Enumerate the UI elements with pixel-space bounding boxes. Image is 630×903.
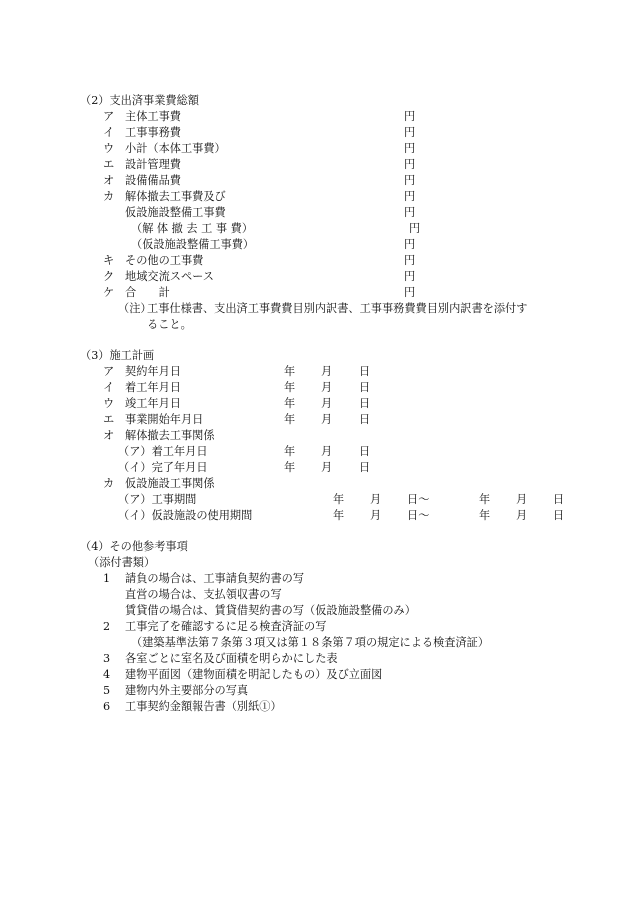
s3-day: 日 [359,461,371,474]
s3-day-from: 日～ [407,509,430,522]
s2-unit: 円 [409,222,421,235]
s3-label-temporary-group: 仮設施設工事関係 [125,477,215,490]
s2-mark-ka: カ [103,190,115,203]
s3-month: 月 [321,365,333,378]
s3-label-completion-date: 竣工年月日 [125,397,181,410]
s2-label-other-construction: その他の工事費 [125,254,204,267]
s3-day: 日 [359,397,371,410]
s4-item-text: （建築基準法第７条第３項又は第１８条第７項の規定による検査済証） [131,636,490,649]
s3-month: 月 [321,445,333,458]
s4-item-number: 5 [103,684,111,697]
s2-label-total: 合 計 [125,286,170,299]
s4-item-number: 4 [103,668,111,681]
s3-year: 年 [284,413,296,426]
s4-item-text: 各室ごとに室名及び面積を明らかにした表 [125,652,338,665]
s3-mark: ウ [103,397,115,410]
s3-mark: エ [103,413,115,426]
s3-month: 月 [321,397,333,410]
s4-item-text: 直営の場合は、支払領収書の写 [125,588,282,601]
s3-month: 月 [321,381,333,394]
s2-note-line-2: ること。 [147,318,192,331]
s3-day: 日 [359,445,371,458]
s2-unit: 円 [404,110,416,123]
s4-item-text: 賃貸借の場合は、賃貸借契約書の写（仮設施設整備のみ） [125,604,416,617]
s4-attachments-subheading: （添付書類） [88,556,156,569]
section-4-heading: （4）その他参考事項 [80,540,188,553]
s4-item-number: 3 [103,652,111,665]
s2-mark-ke: ケ [103,286,115,299]
s2-unit: 円 [404,142,416,155]
s2-unit: 円 [404,158,416,171]
s2-label-community-space: 地域交流スペース [125,270,214,283]
s2-mark-e: エ [103,158,115,171]
s3-month: 月 [321,461,333,474]
s4-item-number: 2 [103,620,111,633]
s2-label-subtotal: 小計（本体工事費） [125,142,226,155]
s2-note-line-1: 工事仕様書、支出済工事費費目別内訳書、工事事務費費目別内訳書を添付す [147,302,528,315]
s2-mark-i: イ [103,126,115,139]
s2-mark-ki: キ [103,254,115,267]
s3-day: 日 [359,413,371,426]
s2-mark-a: ア [103,110,115,123]
s3-day: 日 [359,365,371,378]
s3-year: 年 [284,461,296,474]
s3-year: 年 [479,493,491,506]
s3-year: 年 [333,493,345,506]
s3-day: 日 [553,509,565,522]
s3-label-start-date: 着工年月日 [125,381,181,394]
s2-label-demolition-sub: （解 体 撤 去 工 事 費） [131,222,254,235]
s2-unit: 円 [404,126,416,139]
s2-label-design-management: 設計管理費 [125,158,181,171]
s2-mark-ku: ク [103,270,115,283]
s3-mark: ア [103,365,115,378]
s2-label-temporary-facility: 仮設施設整備工事費 [125,206,226,219]
s2-mark-o: オ [103,174,115,187]
s3-day-from: 日～ [407,493,430,506]
s3-month: 月 [370,493,382,506]
s3-demolition-end-label: （イ）完了年月日 [118,461,208,474]
s2-label-temporary-sub: （仮設施設整備工事費） [131,238,255,251]
s3-label-demolition-group: 解体撤去工事関係 [125,429,215,442]
s4-item-number: 6 [103,700,111,713]
s3-month: 月 [321,413,333,426]
s2-label-main-construction: 主体工事費 [125,110,181,123]
s3-month: 月 [516,493,528,506]
s4-item-text: 建物平面図（建物面積を明記したもの）及び立面図 [125,668,383,681]
s3-construction-period-label: （ア）工事期間 [118,493,197,506]
s2-label-equipment: 設備備品費 [125,174,181,187]
s2-unit: 円 [404,174,416,187]
s2-label-office-expense: 工事事務費 [125,126,181,139]
s3-mark-ka: カ [103,477,115,490]
s2-unit: 円 [404,238,416,251]
s3-year: 年 [284,381,296,394]
s2-label-demolition: 解体撤去工事費及び [125,190,226,203]
s2-unit: 円 [404,286,416,299]
s4-item-text: 工事完了を確認するに足る検査済証の写 [125,620,327,633]
s2-unit: 円 [404,254,416,267]
s3-year: 年 [479,509,491,522]
s4-item-number: 1 [103,572,111,585]
section-3-heading: （3）施工計画 [80,349,155,362]
s3-usage-period-label: （イ）仮設施設の使用期間 [118,509,253,522]
s3-year: 年 [333,509,345,522]
section-2-heading: （2）支出済事業費総額 [80,94,199,107]
s2-unit: 円 [404,206,416,219]
s2-unit: 円 [404,190,416,203]
s4-item-text: 建物内外主要部分の写真 [125,684,249,697]
s4-item-text: 工事契約金額報告書（別紙①） [125,700,282,713]
s3-year: 年 [284,445,296,458]
s2-note-mark: （注） [118,302,152,315]
s3-month: 月 [516,509,528,522]
s3-day: 日 [359,381,371,394]
s3-label-operation-start-date: 事業開始年月日 [125,413,204,426]
s3-year: 年 [284,365,296,378]
s3-label-contract-date: 契約年月日 [125,365,181,378]
s3-mark: イ [103,381,115,394]
s2-mark-u: ウ [103,142,115,155]
s4-item-text: 請負の場合は、工事請負契約書の写 [125,572,305,585]
s2-unit: 円 [404,270,416,283]
s3-year: 年 [284,397,296,410]
s3-month: 月 [370,509,382,522]
s3-demolition-start-label: （ア）着工年月日 [118,445,208,458]
s3-day: 日 [553,493,565,506]
s3-mark-o: オ [103,429,115,442]
